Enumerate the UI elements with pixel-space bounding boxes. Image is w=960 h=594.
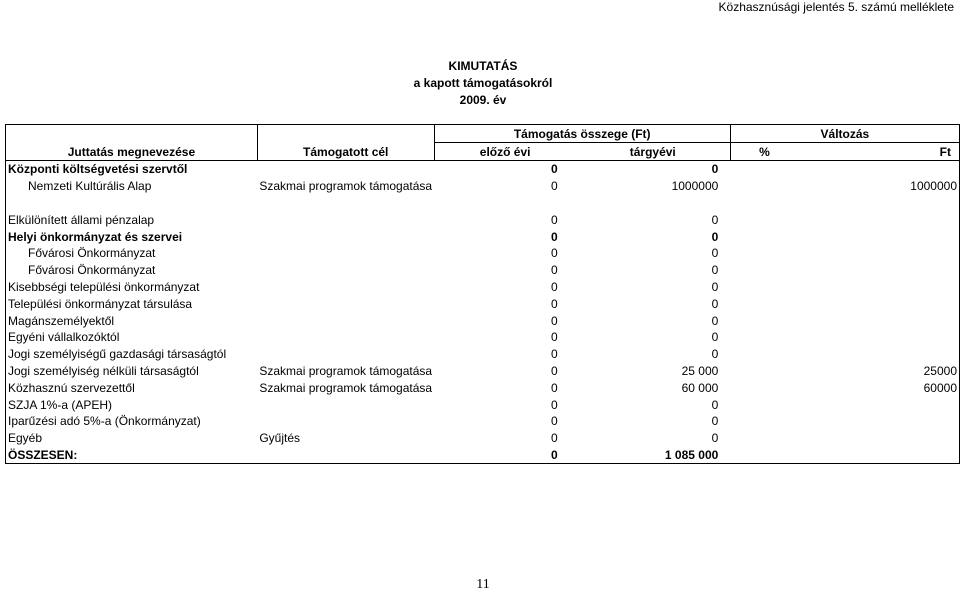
row-target	[257, 211, 434, 228]
row-change-pct	[730, 278, 798, 295]
row-current-year: 0	[711, 246, 719, 261]
row-change-pct	[730, 245, 798, 262]
row-target	[257, 194, 434, 211]
row-prev-year: 0	[551, 380, 558, 395]
row-prev-year: 0	[551, 179, 558, 194]
row-change-ft	[798, 211, 959, 228]
row-target	[257, 261, 434, 278]
row-name: Egyéb	[6, 429, 258, 446]
table-row	[6, 295, 960, 312]
support-table	[5, 124, 960, 464]
row-target: Szakmai programok támogatása	[259, 179, 433, 194]
row-current-year: 0	[711, 313, 719, 328]
row-target	[257, 312, 434, 329]
col-header-pct: %	[730, 142, 798, 160]
row-current-year: 25 000	[681, 363, 719, 378]
row-current-year: 0	[711, 212, 719, 227]
row-current-year: 60 000	[681, 380, 719, 395]
row-current-year: 0	[711, 431, 719, 446]
row-prev-year: 0	[551, 229, 558, 244]
row-target	[257, 329, 434, 346]
row-current-year: 1 085 000	[576, 446, 731, 463]
row-change-ft	[798, 329, 959, 346]
row-name: Magánszemélyektől	[6, 312, 258, 329]
row-change-pct	[730, 160, 798, 177]
table-row	[6, 329, 960, 346]
row-change-pct	[730, 228, 798, 245]
row-current-year: 0	[711, 330, 719, 345]
row-name: Helyi önkormányzat és szervei	[6, 228, 258, 245]
table-row	[6, 396, 960, 413]
row-name: Központi költségvetési szervtől	[6, 160, 258, 177]
row-name: Jogi személyiség nélküli társaságtól	[6, 362, 258, 379]
row-change-ft	[798, 261, 959, 278]
row-prev-year: 0	[551, 313, 558, 328]
row-change-pct	[730, 379, 798, 396]
row-name: Egyéni vállalkozóktól	[6, 329, 258, 346]
row-target	[257, 446, 434, 463]
row-change-ft	[798, 194, 959, 211]
col-header-name: Juttatás megnevezése	[6, 125, 258, 161]
row-current-year: 0	[711, 414, 719, 429]
col-header-amount: Támogatás összege (Ft)	[434, 125, 730, 143]
row-prev-year: 0	[551, 363, 558, 378]
row-name: Nemzeti Kultúrális Alap	[6, 177, 258, 194]
table-row	[6, 261, 960, 278]
row-change-pct	[730, 446, 798, 463]
row-current-year: 0	[711, 162, 719, 177]
row-change-pct	[730, 312, 798, 329]
table-row	[6, 177, 960, 194]
row-current-year	[576, 194, 731, 211]
row-current-year: 0	[711, 263, 719, 278]
row-change-ft: 60000	[798, 379, 959, 396]
table-row	[6, 278, 960, 295]
row-change-pct	[730, 295, 798, 312]
row-change-ft	[798, 446, 959, 463]
title-line-3: 2009. év	[459, 93, 507, 107]
row-target	[257, 160, 434, 177]
row-change-ft	[798, 245, 959, 262]
row-target: Szakmai programok támogatása	[259, 380, 433, 395]
row-change-ft	[798, 278, 959, 295]
row-name: Kisebbségi települési önkormányzat	[6, 278, 258, 295]
report-header: Közhasznúsági jelentés 5. számú melléklete	[718, 0, 954, 14]
row-change-ft	[798, 413, 959, 430]
row-prev-year: 0	[434, 446, 576, 463]
col-header-curr: tárgyévi	[576, 142, 731, 160]
row-name: SZJA 1%-a (APEH)	[6, 396, 258, 413]
row-target: Szakmai programok támogatása	[259, 363, 433, 378]
table-row	[6, 429, 960, 446]
table-row	[6, 379, 960, 396]
row-prev-year: 0	[551, 279, 558, 294]
col-header-ft: Ft	[798, 142, 959, 160]
row-prev-year: 0	[551, 263, 558, 278]
row-change-pct	[730, 396, 798, 413]
col-header-target: Támogatott cél	[257, 125, 434, 161]
row-change-pct	[730, 211, 798, 228]
row-target	[257, 295, 434, 312]
row-change-ft: 25000	[798, 362, 959, 379]
row-change-pct	[730, 329, 798, 346]
table-row	[6, 345, 960, 362]
row-current-year: 0	[711, 229, 719, 244]
table-row	[6, 446, 960, 463]
row-target	[257, 413, 434, 430]
table-row	[6, 194, 960, 211]
table-header-row-1	[6, 125, 960, 143]
row-change-ft	[798, 312, 959, 329]
row-name	[6, 194, 258, 211]
row-change-pct	[730, 413, 798, 430]
page-number: 11	[476, 577, 490, 592]
col-header-prev: előző évi	[434, 142, 576, 160]
row-current-year: 0	[711, 296, 719, 311]
row-name: Jogi személyiségű gazdasági társaságtól	[6, 345, 258, 362]
row-current-year: 0	[711, 397, 719, 412]
row-target	[257, 278, 434, 295]
row-prev-year: 0	[551, 330, 558, 345]
row-name: Fővárosi Önkormányzat	[6, 261, 258, 278]
title-line-2: a kapott támogatásokról	[413, 76, 553, 90]
row-target: Gyűjtés	[259, 431, 301, 446]
row-change-ft	[798, 429, 959, 446]
table-row	[6, 160, 960, 177]
row-target	[257, 396, 434, 413]
row-prev-year: 0	[551, 347, 558, 362]
row-change-pct	[730, 194, 798, 211]
row-name: Elkülönített állami pénzalap	[6, 211, 258, 228]
row-prev-year: 0	[551, 162, 558, 177]
row-change-ft	[798, 295, 959, 312]
row-change-pct	[730, 362, 798, 379]
row-change-pct	[730, 177, 798, 194]
row-name: Fővárosi Önkormányzat	[6, 245, 258, 262]
row-target	[257, 228, 434, 245]
row-name: Közhasznú szervezettől	[6, 379, 258, 396]
row-prev-year: 0	[551, 296, 558, 311]
row-target	[257, 345, 434, 362]
table-row	[6, 312, 960, 329]
row-change-pct	[730, 261, 798, 278]
row-prev-year: 0	[551, 246, 558, 261]
table-body	[6, 160, 960, 463]
row-change-pct	[730, 429, 798, 446]
row-change-ft	[798, 396, 959, 413]
row-change-ft	[798, 345, 959, 362]
row-current-year: 0	[711, 279, 719, 294]
row-name: Iparűzési adó 5%-a (Önkormányzat)	[6, 413, 258, 430]
report-title	[0, 58, 960, 109]
row-change-ft: 1000000	[798, 177, 959, 194]
title-line-1: KIMUTATÁS	[448, 59, 518, 73]
row-prev-year: 0	[551, 414, 558, 429]
row-prev-year: 0	[551, 431, 558, 446]
row-prev-year: 0	[551, 397, 558, 412]
row-change-ft	[798, 228, 959, 245]
row-change-pct	[730, 345, 798, 362]
row-name: ÖSSZESEN:	[6, 446, 258, 463]
row-change-ft	[798, 160, 959, 177]
col-header-change: Változás	[730, 125, 959, 143]
row-current-year: 0	[711, 347, 719, 362]
table-row	[6, 211, 960, 228]
table-row	[6, 362, 960, 379]
table-row	[6, 245, 960, 262]
row-prev-year	[434, 194, 576, 211]
row-current-year: 1000000	[671, 179, 719, 194]
row-prev-year: 0	[551, 212, 558, 227]
table-row	[6, 413, 960, 430]
row-target	[257, 245, 434, 262]
table-row	[6, 228, 960, 245]
row-name: Települési önkormányzat társulása	[6, 295, 258, 312]
